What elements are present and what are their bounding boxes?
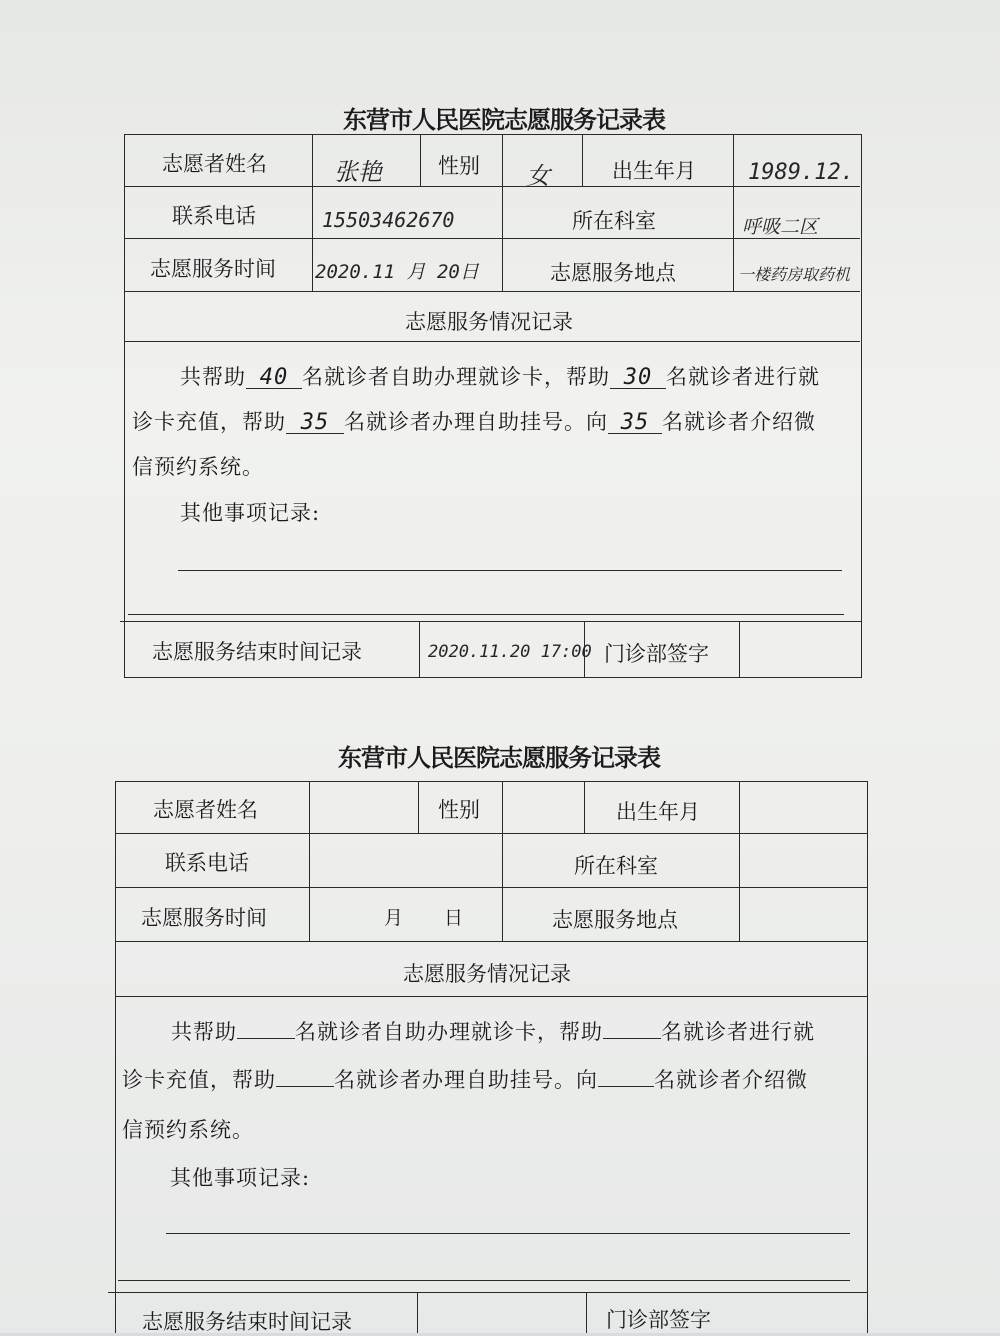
birth-label: 出生年月	[616, 800, 700, 824]
other-line-2[interactable]	[118, 1280, 850, 1281]
record-header: 志愿服务情况记录	[405, 310, 573, 334]
dept-value: 呼吸二区	[742, 216, 819, 238]
gender-label: 性别	[438, 154, 480, 178]
end-time-value: 2020.11.20 17:00	[428, 642, 592, 662]
name-label: 志愿者姓名	[162, 152, 267, 176]
phone-value: 15503462670	[322, 208, 455, 232]
record-line-1: 共帮助 40 名就诊者自助办理就诊卡，帮助 30 名就诊者进行就	[180, 365, 820, 390]
birth-label: 出生年月	[612, 159, 696, 183]
sign-label: 门诊部签字	[604, 642, 709, 666]
place-value: 一楼药房取药机	[738, 265, 851, 284]
assist-card-blank[interactable]	[237, 1038, 295, 1039]
time-month: 月	[384, 907, 404, 929]
record-line-1: 共帮助 名就诊者自助办理就诊卡，帮助 名就诊者进行就	[171, 1020, 815, 1044]
record-line-3: 信预约系统。	[122, 1118, 254, 1142]
end-time-label: 志愿服务结束时间记录	[152, 640, 362, 664]
form-title: 东营市人民医院志愿服务记录表	[338, 743, 660, 772]
form-title: 东营市人民医院志愿服务记录表	[343, 105, 665, 134]
other-line-2	[128, 614, 844, 615]
assist-register-count: 35	[286, 413, 344, 434]
gender-value: 女	[526, 162, 550, 190]
assist-register-blank[interactable]	[276, 1086, 334, 1087]
dept-label: 所在科室	[574, 854, 658, 878]
assist-recharge-count: 30	[610, 368, 666, 389]
sign-label: 门诊部签字	[606, 1308, 711, 1332]
record-line-2: 诊卡充值，帮助 35 名就诊者办理自助挂号。向 35 名就诊者介绍微	[132, 410, 816, 435]
assist-wechat-count: 35	[608, 413, 662, 434]
other-label: 其他事项记录:	[180, 501, 321, 525]
other-line-1	[178, 570, 842, 571]
dept-label: 所在科室	[572, 209, 656, 233]
other-line-1[interactable]	[166, 1233, 850, 1234]
time-value: 2020.11 月 20日	[315, 261, 479, 283]
assist-card-count: 40	[246, 368, 302, 389]
phone-label: 联系电话	[165, 851, 249, 875]
record-line-3: 信预约系统。	[132, 455, 264, 479]
place-label: 志愿服务地点	[550, 261, 676, 285]
name-label: 志愿者姓名	[153, 798, 258, 822]
record-header: 志愿服务情况记录	[403, 962, 571, 986]
phone-label: 联系电话	[172, 204, 256, 228]
gender-label: 性别	[438, 798, 480, 822]
time-label: 志愿服务时间	[150, 257, 276, 281]
birth-value: 1989.12.	[748, 160, 854, 185]
assist-wechat-blank[interactable]	[598, 1086, 654, 1087]
name-value: 张艳	[334, 158, 382, 186]
end-time-label: 志愿服务结束时间记录	[142, 1310, 352, 1334]
time-label: 志愿服务时间	[141, 906, 267, 930]
place-label: 志愿服务地点	[552, 908, 678, 932]
assist-recharge-blank[interactable]	[603, 1038, 661, 1039]
other-label: 其他事项记录:	[170, 1166, 311, 1190]
time-day: 日	[444, 907, 464, 929]
record-line-2: 诊卡充值，帮助 名就诊者办理自助挂号。向 名就诊者介绍微	[122, 1068, 808, 1092]
